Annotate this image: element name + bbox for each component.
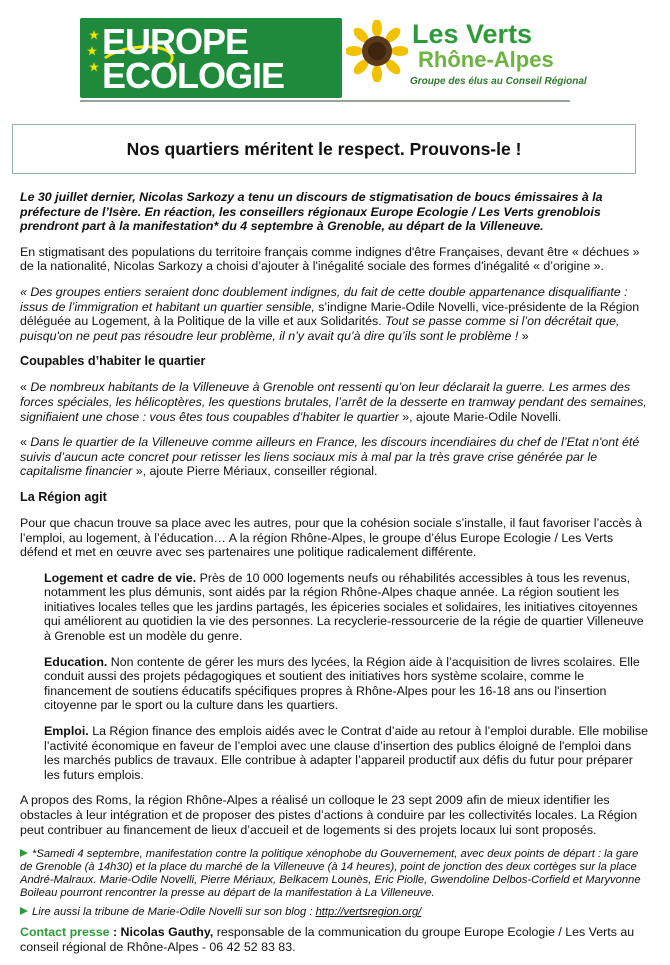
contact-presse [20, 925, 650, 954]
sunflower-icon [346, 20, 408, 82]
quote-villeneuve: De nombreux habitants de la Villeneuve à Grenoble ont ressenti qu’on leur déclarait la guerre. Les armes des forces spéciales, les hélicoptères, les questions brutales, l’arrêt de la desserte en tramway pendant des semaines, signifiaient une chose : vous êtes tous coupables d’habiter le quartier [20, 380, 647, 424]
logo-word-europe: EUROPE [102, 21, 249, 62]
section-heading-coupables: Coupables d’habiter le quartier [20, 354, 206, 369]
logo-les-verts: Les Verts [412, 19, 533, 49]
les-verts-logo [346, 18, 587, 98]
attribution-novelli: s’indigne Marie-Odile Novelli, vice-présidente de la Région déléguée au Logement, à la Politique de la ville et aux Solidarités. [20, 299, 640, 329]
footnote-blog [20, 906, 650, 919]
contact-label: Contact presse [20, 925, 110, 940]
attribution-novelli-2: », ajoute Marie-Odile Novelli. [398, 409, 562, 424]
quote-close: » [518, 328, 529, 343]
item-text: Non contente de gérer les murs des lycées, la Région aide à l’acquisition de livres scolaires. Elle conduit aussi des projets pédagogiques et soutient des initiatives hors système scolaire, comme le financement de soutiens éducatifs spécifiques propres à Rhône-Alpes pour les 16-18 ans ou l'insertion citoyenne par le sport ou la culture dans les quartiers. [44, 654, 640, 713]
quote-meriaux: Dans le quartier de la Villeneuve comme ailleurs en France, les discours incendiaires du chef de l’Etat n'ont été suivis d’aucun acte concret pour retisser les liens sociaux mis à mal par la très grave crise générée par le capitalisme financier [20, 435, 640, 479]
item-logement [44, 571, 650, 644]
paragraph-3 [20, 380, 650, 424]
item-lead: Logement et cadre de vie. [44, 570, 197, 585]
item-lead: Emploi. [44, 724, 89, 739]
section-heading-region: La Région agit [20, 489, 107, 504]
logo-word-ecologie: ECOLOGIE [102, 55, 285, 96]
arrow-icon [20, 907, 28, 915]
header-logos [80, 18, 587, 100]
article-body [20, 190, 650, 965]
title-box [12, 124, 636, 174]
item-text: Près de 10 000 logements neufs ou réhabilités accessibles à tous les revenus, notamment les plus démunis, sont aidés par la région Rhône-Alpes chaque année. La région soutient les initiatives locales telles que les jardins partagés, les épiceries sociales et solidaires, les initiatives citoyennes qui améliorent au quotidien la vie des personnes. La recyclerie-ressourcerie de la régie de quartier Villeneuve à Grenoble est un modèle du genre. [44, 570, 644, 644]
quote-open: « [20, 380, 31, 395]
europe-ecologie-logo [80, 18, 342, 98]
item-lead: Education. [44, 654, 108, 669]
paragraph-1: En stigmatisant des populations du territoire français comme indignes d'être Françaises, devant être « déchues » de la nationalité, Nicolas Sarkozy a choisi d’ajouter à l'inégalité sociale des formes d'inégalité « d’origine ». [20, 244, 640, 274]
footnote-manifestation [20, 848, 650, 900]
quote-novelli-1: « Des groupes entiers seraient donc doublement indignes, du fait de cette double appartenance disqualifiante : issus de l’immigration et habitant un quartier sensible, [20, 284, 628, 314]
contact-sep: : [109, 925, 121, 940]
blog-link[interactable]: http://vertsregion.org/ [315, 906, 422, 919]
item-text: La Région finance des emplois aidés avec le Contrat d’aide au retour à l’emploi durable. Elle mobilise l’activité économique en faveur de l’emploi avec une clause d’insertion des publics éloigné de l'emploi dans les marchés publics de travaux. Elle contribue à adapter l’appareil productif aux défis du futur pour préparer les futurs emplois. [44, 724, 649, 782]
paragraph-5: Pour que chacun trouve sa place avec les autres, pour que la cohésion sociale s’installe, il faut favoriser l’accès à l’emploi, au logement, à l’éducation… A la région Rhône-Alpes, le groupe d’élus Europe Ecologie / Les Verts défend et met en œuvre avec ses partenaires une politique radicalement différente. [20, 515, 642, 560]
item-education [44, 655, 650, 713]
arrow-icon [20, 849, 28, 857]
attribution-meriaux: », ajoute Pierre Mériaux, conseiller régional. [132, 464, 378, 479]
logo-groupe-elus: Groupe des élus au Conseil Régional [410, 76, 587, 87]
footnote-blog-text: Lire aussi la tribune de Marie-Odile Novelli sur son blog : [32, 906, 316, 919]
header-divider [80, 100, 570, 102]
contact-text: responsable de la communication du groupe Europe Ecologie / Les Verts au conseil régional de Rhône-Alpes - 06 42 52 83 83. [20, 925, 635, 954]
logo-rhone-alpes: Rhône-Alpes [418, 47, 554, 72]
paragraph-4 [20, 435, 650, 479]
page-title: Nos quartiers méritent le respect. Prouvons-le ! [126, 138, 522, 159]
item-emploi [44, 724, 650, 782]
quote-novelli-2: Tout se passe comme si l’on décrétait que, puisqu'on ne peut pas résoudre leur problème, il n’y avait qu’à dire qu’ils sont le problème ! [20, 314, 620, 343]
paragraph-2 [20, 285, 650, 343]
intro-paragraph: Le 30 juillet dernier, Nicolas Sarkozy a tenu un discours de stigmatisation de boucs émissaires à la préfecture de l’Isère. En réaction, les conseillers régionaux Europe Ecologie / Les Verts grenoblois prendront part à la manifestation* du 4 septembre à Grenoble, au départ de la Villeneuve. [20, 190, 603, 234]
quote-open: « [20, 435, 31, 450]
paragraph-roms: A propos des Roms, la région Rhône-Alpes a réalisé un colloque le 23 sept 2009 afin de mieux identifier les obstacles à leur intégration et de proposer des pistes d’actions à conduire par les collectivités locales. La Région peut contribuer au financement de lieux d’accueil et de logements si des projets locaux lui sont proposés. [20, 793, 638, 837]
contact-name: Nicolas Gauthy, [120, 925, 214, 940]
footnote-text: *Samedi 4 septembre, manifestation contre la politique xénophobe du Gouvernement, avec deux points de départ : la gare de Grenoble (à 14h30) et la place du marché de la Villeneuve (à 14 heures), point de jonction des deux cortèges sur la place André-Malraux. Marie-Odile Novelli, Pierre Mériaux, Belkacem Lounès, Eric Piolle, Gwendoline Delbos-Corfield et Maryvonne Boileau pourront rencontrer la presse au départ de la manifestation à La Villeneuve. [20, 848, 641, 900]
